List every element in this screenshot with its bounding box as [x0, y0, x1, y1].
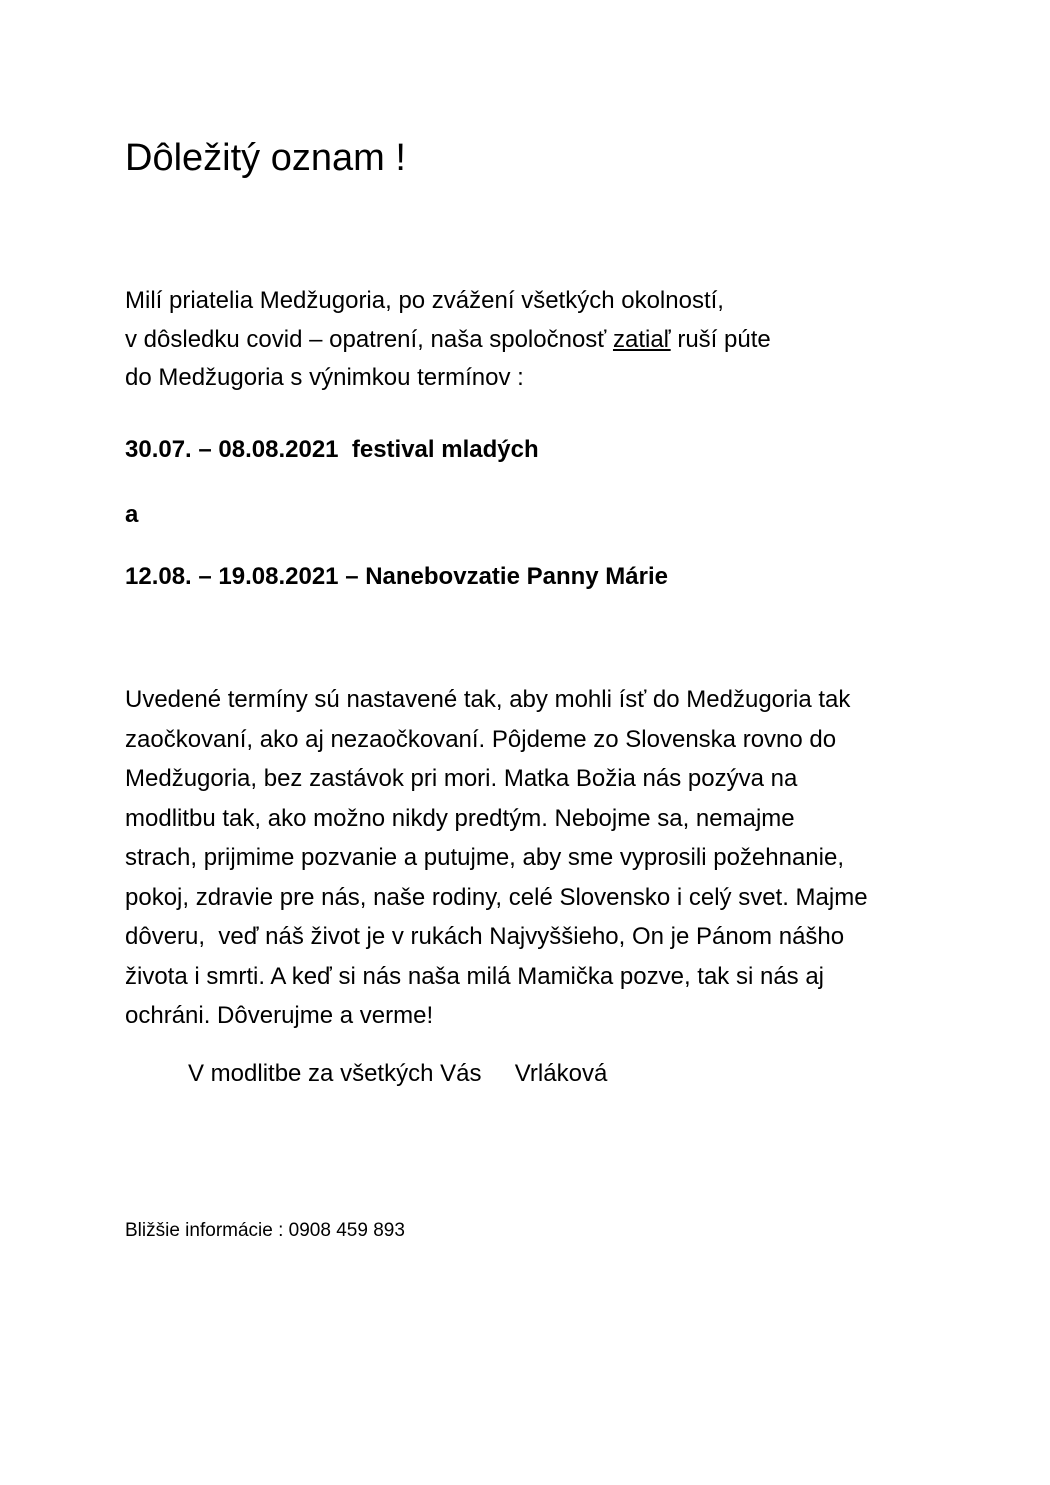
intro-line-2-end: ruší púte [670, 325, 771, 353]
body-line: dôveru, veď náš život je v rukách Najvyššieho, On je Pánom nášho [125, 923, 845, 950]
intro-line-2 [125, 321, 955, 360]
date-connector: a [125, 501, 139, 528]
body-paragraph [125, 680, 868, 1036]
body-line: života i smrti. A keď si nás naša milá Mamička pozve, tak si nás aj [125, 962, 825, 990]
body-line: Medžugoria, bez zastávok pri mori. Matka Božia nás pozýva na [125, 765, 798, 792]
body-line: Uvedené termíny sú nastavené tak, aby mohli ísť do Medžugoria tak [125, 686, 851, 713]
underlined-word: zatiaľ [612, 325, 671, 353]
intro-line-1: Milí priatelia Medžugoria, po zvážení všetkých okolností, [125, 287, 724, 314]
intro-line-2-start: v dôsledku covid – opatrení, naša spoločnosť [125, 325, 613, 353]
body-line: zaočkovaní, ako aj nezaočkovaní. Pôjdeme zo Slovenska rovno do [125, 725, 837, 753]
intro-paragraph [125, 282, 955, 398]
page-title: Dôležitý oznam ! [125, 137, 406, 179]
intro-line-3: do Medžugoria s výnimkou termínov : [125, 364, 524, 391]
date-range-first: 30.07. – 08.08.2021 festival mladých [125, 436, 539, 463]
date-range-second: 12.08. – 19.08.2021 – Nanebovzatie Panny Márie [125, 563, 668, 590]
body-line: strach, prijmime pozvanie a putujme, aby sme vyprosili požehnanie, [125, 844, 845, 871]
body-line: modlitbu tak, ako možno nikdy predtým. Nebojme sa, nemajme [125, 804, 795, 832]
body-line: pokoj, zdravie pre nás, naše rodiny, celé Slovensko i celý svet. Majme [125, 883, 868, 911]
signature-line: V modlitbe za všetkých Vás Vrláková [188, 1060, 608, 1087]
body-line: ochráni. Dôverujme a verme! [125, 1002, 434, 1029]
contact-info: Bližšie informácie : 0908 459 893 [125, 1220, 405, 1241]
